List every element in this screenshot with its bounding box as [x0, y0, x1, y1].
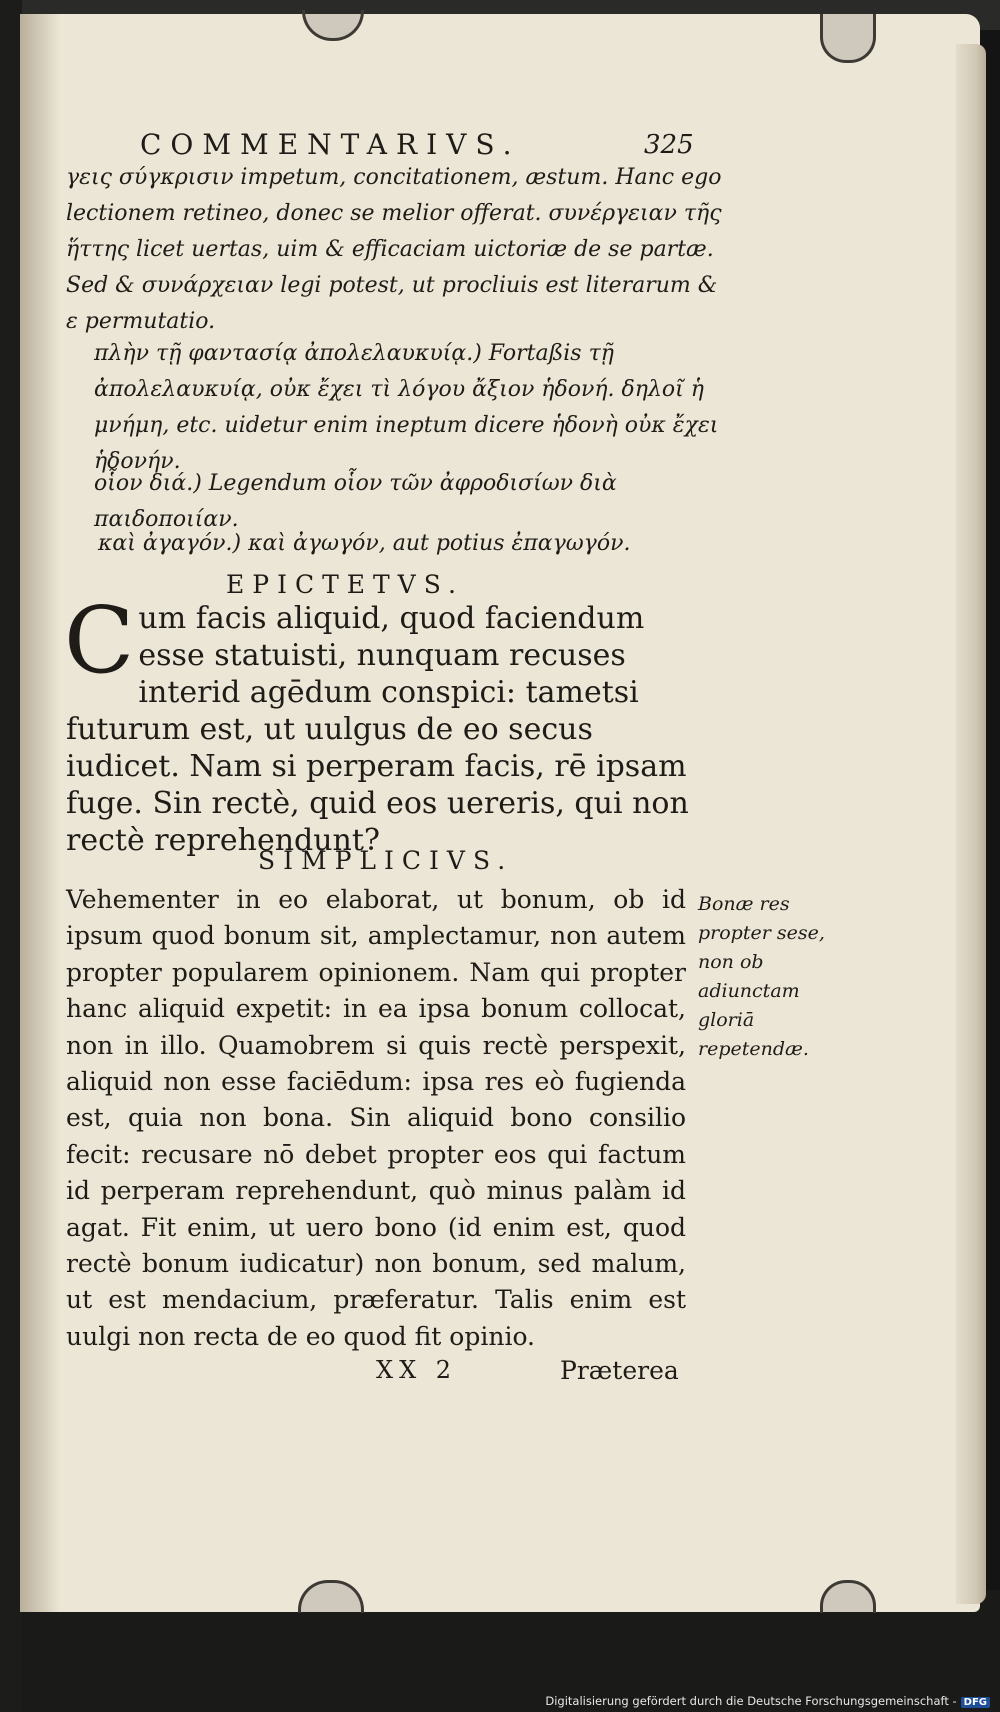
note-paragraph-2: πλὴν τῇ φαντασίᾳ ἀπολελαυκυίᾳ.) Fortaßis τῇ ἀπολελαυκυίᾳ, οὐκ ἔχει τὶ λόγου ἄξιον ἡδονή. δηλοῖ ἡ μνήμη, etc. uidetur enim ineptum dicere ἡδονὴ οὐκ ἔχει ἡδονήν. — [94, 341, 719, 474]
catchword: Præterea — [560, 1356, 679, 1385]
page-number: 325 — [644, 130, 694, 160]
page-fore-edge — [956, 44, 986, 1604]
marginal-note: Bonæ res propter sese, non ob adiunctam gloriā repetendæ. — [698, 893, 825, 1060]
book-clip-bottom-right — [820, 1580, 876, 1613]
simplicius-text: Vehementer in eo elaborat, ut bonum, ob id ipsum quod bonum sit, amplectamur, non autem propter popularem opinionem. Nam qui propter hanc aliquid expetit: in ea ipsa bonum collocat, non in illo. Quamobrem si quis rectè perspexit, aliquid non esse faciēdum: ipsa res eò fugienda est, quia non bona. Sin aliquid bono consilio fecit: recusare nō debet propter eos qui factum id perperam reprehendunt, quò minus palàm id agat. Fit enim, ut uero bono (id enim est, quod rectè bonum iudicatur) non bonum, sed malum, ut est mendacium, præferatur. Talis enim est uulgi non recta de eo quod fit opinio. — [66, 885, 686, 1351]
book-clip-bottom-left — [298, 1580, 364, 1613]
book-page — [20, 14, 980, 1612]
epictetus-heading: EPICTETVS. — [226, 570, 464, 599]
scan-background-left — [0, 0, 22, 1712]
note-paragraph-3: οἷον διά.) Legendum οἷον τῶν ἀφροδισίων διὰ παιδοποιίαν. — [94, 471, 617, 532]
note-paragraph-4: καὶ ἀγαγόν.) καὶ ἀγωγόν, aut potius ἐπαγωγόν. — [98, 531, 631, 556]
simplicius-heading: SIMPLICIVS. — [258, 846, 514, 875]
epictetus-text-block — [64, 587, 706, 859]
note-paragraph-1: γεις σύγκρισιν impetum, concitationem, æstum. Hanc ego lectionem retineo, donec se melior offerat. συνέργειαν τῆς ἥττης licet uertas, uim & efficaciam uictoriæ de se partæ. Sed & συνάρχειαν legi potest, ut procliuis est literarum & ε permutatio. — [66, 165, 722, 334]
book-clip-top-left — [302, 10, 364, 41]
page-gutter — [20, 14, 60, 1612]
book-clip-top-right — [820, 14, 876, 63]
signature-mark: XX 2 — [376, 1356, 458, 1384]
digitization-credit — [545, 1694, 990, 1708]
drop-capital: C — [64, 587, 135, 694]
dfg-logo-badge: DFG — [961, 1697, 990, 1708]
credit-text: Digitalisierung gefördert durch die Deutsche Forschungsgemeinschaft - — [545, 1694, 957, 1708]
epictetus-text: um facis aliquid, quod faciendum esse statuisti, nunquam recuses interid agēdum conspici: tametsi futurum est, ut uulgus de eo secus iudicet. Nam si perperam facis, rē ipsam fuge. Sin rectè, quid eos uereris, qui non rectè reprehendunt? — [66, 601, 689, 858]
running-title: COMMENTARIVS. — [140, 128, 521, 161]
